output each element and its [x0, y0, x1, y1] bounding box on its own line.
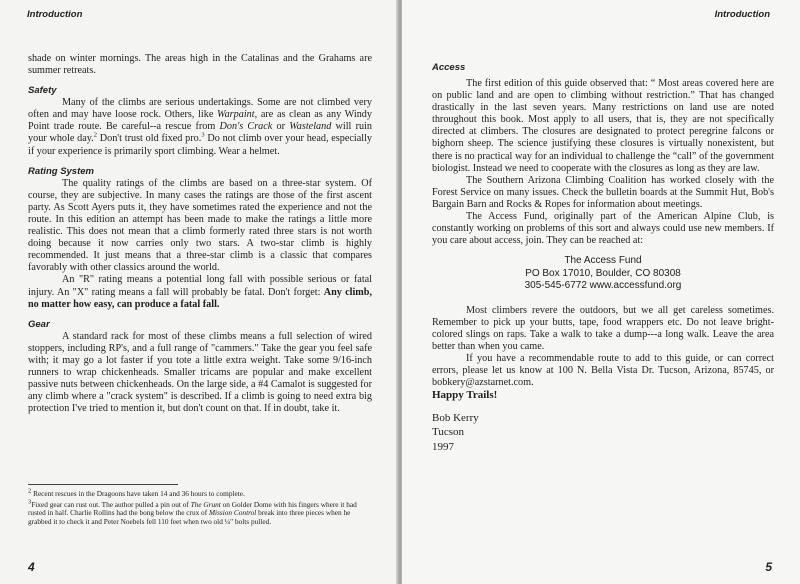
access-paragraph-1: The first edition of this guide observed that: “ Most areas covered here are on public land and are open to climbing without restriction.” That has changed drastically in the last seven years. Many restrictions on land use are noted throughout this book. Most apply to all users, that is, they are not specifically directed at climbers. The closures are designated to protect peregrine falcons or bighorn sheep. The science justifying these closures is virtually nonexistent, but there is no practical way for an individual to challenge the “call” of the government biologist. Instead we need to cooperate with the closures as long as they are law. — [432, 78, 774, 174]
rating-system-heading: Rating System — [28, 165, 94, 177]
safety-paragraph: Many of the climbs are serious undertakings. Some are not climbed very often and may have loose rock. Others, like Warpaint, are as clean as any Windy Point trade route. Be careful--a rescue from Don's Crack or Wasteland will ruin your whole day.$^2$ Don't trust old fixed pro.$^3$ Do not climb over your head, especially if your experience is primarily sport climbing. Wear a helmet. — [28, 97, 372, 157]
access-fund-address — [432, 255, 774, 292]
signature-place: Tucson — [432, 426, 464, 439]
access-paragraph-5: If you have a recommendable route to add to this guide, or can correct errors, please let us know at 100 N. Bella Vista Dr. Tucson, Arizona, 85745, or bobkery@azstarnet.com. — [432, 352, 774, 389]
route-name-dons-crack: Don's Crack — [219, 121, 273, 133]
gear-heading: Gear — [28, 318, 50, 330]
page-number-right: 5 — [765, 560, 772, 574]
running-head-right: Introduction — [714, 9, 770, 20]
access-heading: Access — [432, 62, 466, 73]
address-line: PO Box 17010, Boulder, CO 80308 — [525, 267, 681, 279]
rating-paragraph-2: An "R" rating means a potential long fall with possible serious or fatal injury. An "X" rating means a fall will probably be fatal. Don't forget: Any climb, no matter how easy, can produce a fatal fall. — [28, 274, 373, 310]
left-page — [0, 0, 398, 584]
signature-name: Bob Kerry — [432, 412, 479, 425]
signature-year: 1997 — [432, 440, 454, 453]
gear-paragraph: A standard rack for most of these climbs means a full selection of wired stoppers, including RP's, and a full range of "cammers." Take the gear you feel safe with; it may go a lot faster if you tote a little extra weight. Take some 9/16-inch runners to wrap chickenheads. Smaller tricams are popular and make excellent passive nuts between chickenheads. On the large side, a #4 Camalot is suggested for any climb where a "crack system" is described. If a climb is going to need extra big protection I've tried to mention it, but don't count on that. If in doubt, take it. — [28, 330, 372, 415]
fatal-fall-warning: Any climb, no matter how easy, can produce a fatal fall. — [28, 286, 373, 310]
right-text-column — [432, 62, 774, 454]
footnote-ref-3: 3 — [201, 132, 205, 140]
access-paragraph-2: The Southern Arizona Climbing Coalition has worked closely with the Forest Service on many issues. Check the bulletin boards at the Summit Hut, Bob's Bargain Barn and Rocks & Ropes for information about meetings. — [432, 174, 774, 210]
left-text-column — [28, 53, 372, 415]
signature-block — [432, 411, 774, 454]
rating-paragraph-1: The quality ratings of the climbs are based on a three-star system. Of course, they are subjective. In many cases the ratings are those of the first ascent party. As Scott Ayers puts it, they have sometimes rated the experience and not the route. In this edition an attempt has been made to make the ratings a little more realistic. This does not mean that a climb formerly rated three stars is not worth doing because it now carries only two stars. A two-star climb is highly recommended. It just means that a three-star climb is a classic that compares favorably with other classics around the world. — [28, 177, 372, 274]
safety-heading: Safety — [28, 85, 57, 97]
route-name-warpaint: Warpaint — [217, 109, 255, 121]
right-page — [402, 0, 800, 584]
closing-line: Happy Trails! — [432, 389, 498, 402]
footnote-divider — [28, 484, 178, 485]
footnotes — [28, 487, 372, 528]
intro-paragraph: shade on winter mornings. The areas high in the Catalinas and the Grahams are summer retreats. — [28, 53, 372, 77]
running-head-left: Introduction — [27, 9, 83, 20]
page-number-left: 4 — [28, 560, 35, 574]
footnote-2: $^2$ Recent rescues in the Dragoons have taken 14 and 36 hours to complete. — [28, 487, 245, 498]
address-name: The Access Fund — [564, 255, 642, 267]
address-contact: 305-545-6772 www.accessfund.org — [524, 280, 682, 292]
access-paragraph-4: Most climbers revere the outdoors, but we all get careless sometimes. Remember to pick up your butts, tape, food wrappers etc. Do not leave bright-colored slings on raps. Take a walk to take a dump---a long walk. Leave the area better than when you came. — [432, 304, 774, 352]
footnote-ref-2: 2 — [93, 132, 97, 140]
route-name-wasteland: Wasteland — [289, 121, 332, 133]
footnote-3: $^3$Fixed gear can rust out. The author pulled a pin out of The Grunt on Golder Dome with his fingers where it had rusted in half. Charlie Rollins had the bong below the crux of Mission Control break into three pieces when he grabbed it to check it and Peter Noebels fell 110 feet when two old ¼" bolts pulled. — [28, 498, 357, 526]
access-paragraph-3: The Access Fund, originally part of the American Alpine Club, is constantly working on problems of this sort and always could use new members. If you care about access, join. They can be reached at: — [432, 211, 774, 247]
